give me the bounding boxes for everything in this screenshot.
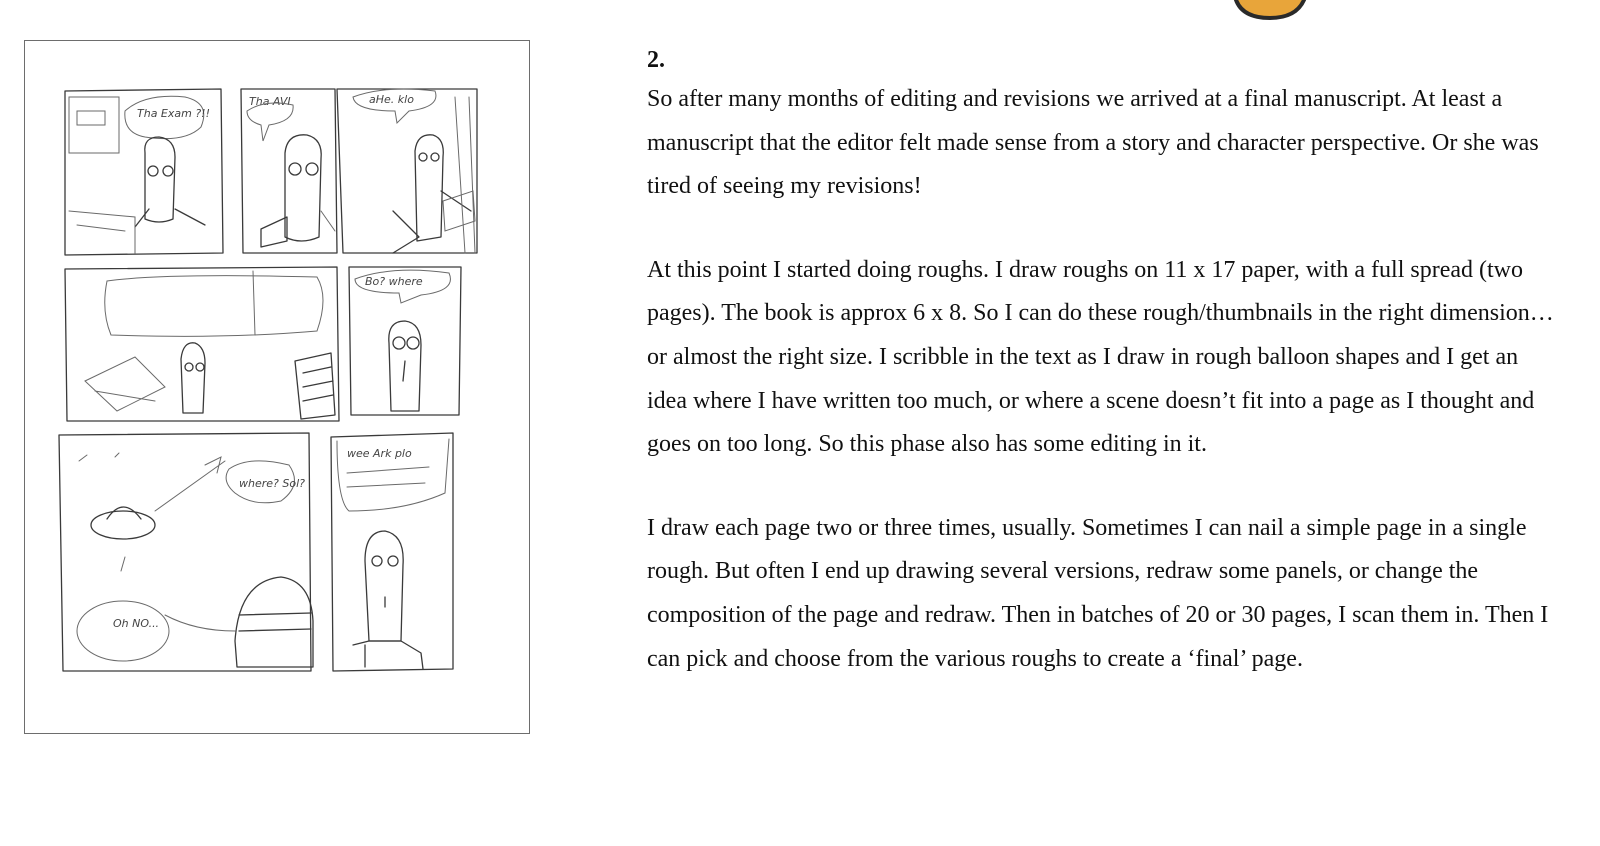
sketch-panel-7 xyxy=(331,433,453,671)
sketch-panel-3 xyxy=(337,89,477,253)
paragraph: At this point I started doing roughs. I draw roughs on 11 x 17 paper, with a full spread (two pages). The book is approx 6 x 8. So I can do these rough/thumbnails in the right dimension…or almost the right size. I scribble in the text as I draw in rough balloon shapes and I get an idea where I have written too much, or where a scene doesn’t fit into a page as I thought and goes on too long. So this phase also has some editing in it. xyxy=(647,256,1554,458)
rough-sketch-drawing xyxy=(25,41,531,735)
sketch-panel-2 xyxy=(241,89,337,253)
sketch-scribble-2: Tha AVI xyxy=(249,95,291,108)
paragraph: I draw each page two or three times, usually. Sometimes I can nail a simple page in a single rough. But often I end up drawing several versions, redraw some panels, or change the composition of the page and redraw. Then in batches of 20 or 30 pages, I scan them in. Then I can pick and choose from the various roughs to create a ‘final’ page. xyxy=(647,514,1549,672)
sketch-scribble-5: where? Sol? xyxy=(239,477,305,490)
sketch-scribble-4: Bo? where xyxy=(365,275,423,288)
sketch-panel-6 xyxy=(59,433,313,671)
paragraph: So after many months of editing and revisions we arrived at a final manuscript. At least a manuscript that the editor felt made sense from a story and character perspective. Or she was tired of seeing my revisions! xyxy=(647,86,1539,200)
sketch-panel-4 xyxy=(65,267,339,421)
sketch-scribble-7: Oh NO... xyxy=(113,617,160,630)
sketch-panel-5 xyxy=(349,267,461,415)
sketch-panel-1 xyxy=(65,89,223,255)
sketch-scribble-6: wee Ark plo xyxy=(347,447,412,460)
sketch-scribble-1: Tha Exam ?!! xyxy=(137,107,210,120)
sketch-scribble-3: aHe. klo xyxy=(369,93,414,106)
section-number: 2. xyxy=(647,47,665,73)
article-body xyxy=(647,42,1562,681)
rough-sketch-figure xyxy=(24,40,530,734)
orange-decoration xyxy=(1230,0,1320,22)
